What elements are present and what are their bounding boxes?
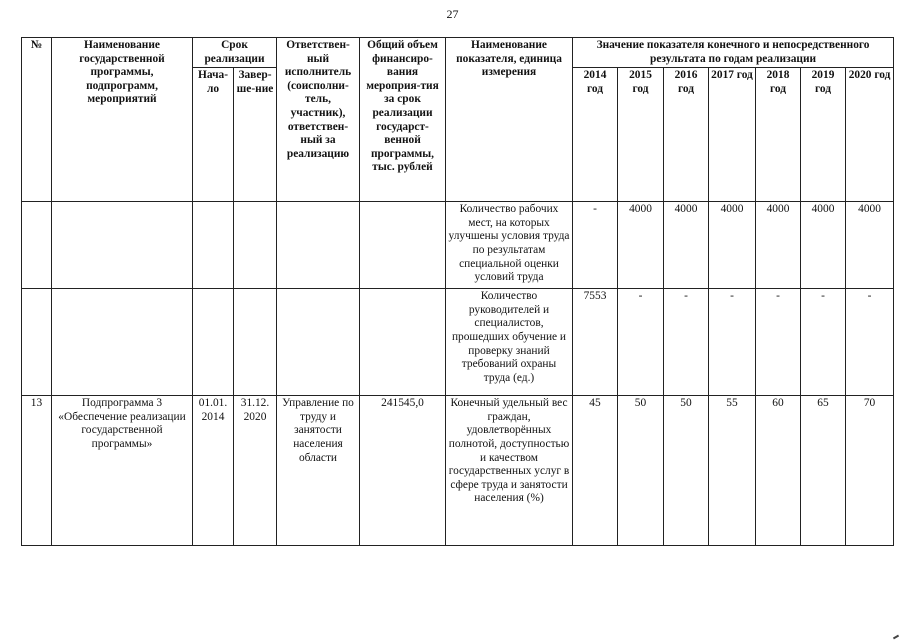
row-executor: [277, 289, 360, 396]
row-end: [234, 289, 277, 396]
row-value: 60: [756, 396, 801, 546]
table-row: [22, 202, 894, 289]
header-end: Завер-ше-ние: [234, 68, 277, 202]
row-program: [52, 202, 193, 289]
row-value: 65: [801, 396, 846, 546]
row-value: 45: [573, 396, 618, 546]
header-year: 2017 год: [709, 68, 756, 202]
row-start: [193, 202, 234, 289]
row-funding: [360, 289, 446, 396]
table-row: [22, 289, 894, 396]
row-value: -: [756, 289, 801, 396]
indicators-table: [21, 37, 894, 546]
row-start: 01.01. 2014: [193, 396, 234, 546]
row-program: Подпрограмма 3 «Обеспечение реализации государственной программы»: [52, 396, 193, 546]
row-value: 7553: [573, 289, 618, 396]
header-year: 2016 год: [664, 68, 709, 202]
table-row: [22, 396, 894, 546]
row-funding: [360, 202, 446, 289]
row-value: 50: [618, 396, 664, 546]
row-value: 55: [709, 396, 756, 546]
row-funding: 241545,0: [360, 396, 446, 546]
header-start: Нача-ло: [193, 68, 234, 202]
row-value: 4000: [846, 202, 894, 289]
row-end: 31.12. 2020: [234, 396, 277, 546]
header-executor: Ответствен-ный исполнитель (соисполни-тель, участник), ответствен-ный за реализацию: [277, 38, 360, 202]
header-year: 2019 год: [801, 68, 846, 202]
row-num: [22, 289, 52, 396]
header-term: Срок реализации: [193, 38, 277, 68]
row-value: 4000: [618, 202, 664, 289]
page-number: 27: [446, 7, 459, 21]
row-value: 70: [846, 396, 894, 546]
row-indicator: Количество руководителей и специалистов, прошедших обучение и проверку знаний требований охраны труда (ед.): [446, 289, 573, 396]
header-year: 2015 год: [618, 68, 664, 202]
row-indicator: Конечный удельный вес граждан, удовлетворённых полнотой, доступностью и качеством государственных услуг в сфере труда и занятости населения (%): [446, 396, 573, 546]
header-funding: Общий объем финансиро-вания мероприя-тия за срок реализации государст-венной программы, тыс. рублей: [360, 38, 446, 202]
row-value: 4000: [664, 202, 709, 289]
row-num: [22, 202, 52, 289]
row-value: -: [618, 289, 664, 396]
row-num: 13: [22, 396, 52, 546]
row-value: 4000: [801, 202, 846, 289]
row-end: [234, 202, 277, 289]
header-year: 2018 год: [756, 68, 801, 202]
row-value: -: [846, 289, 894, 396]
row-value: 50: [664, 396, 709, 546]
row-value: -: [664, 289, 709, 396]
header-num: №: [22, 38, 52, 202]
row-value: -: [801, 289, 846, 396]
row-indicator: Количество рабочих мест, на которых улучшены условия труда по результатам специальной оценки условий труда: [446, 202, 573, 289]
row-executor: [277, 202, 360, 289]
header-year: 2020 год: [846, 68, 894, 202]
row-value: 4000: [756, 202, 801, 289]
row-start: [193, 289, 234, 396]
row-executor: Управление по труду и занятости населения области: [277, 396, 360, 546]
row-value: -: [709, 289, 756, 396]
row-value: 4000: [709, 202, 756, 289]
header-program-name: Наименование государственной программы, подпрограмм, мероприятий: [52, 38, 193, 202]
header-indicator: Наименование показателя, единица измерения: [446, 38, 573, 202]
scan-mark: [893, 635, 899, 640]
header-year: 2014 год: [573, 68, 618, 202]
row-program: [52, 289, 193, 396]
header-values-group: Значение показателя конечного и непосредственного результата по годам реализации: [573, 38, 894, 68]
row-value: -: [573, 202, 618, 289]
